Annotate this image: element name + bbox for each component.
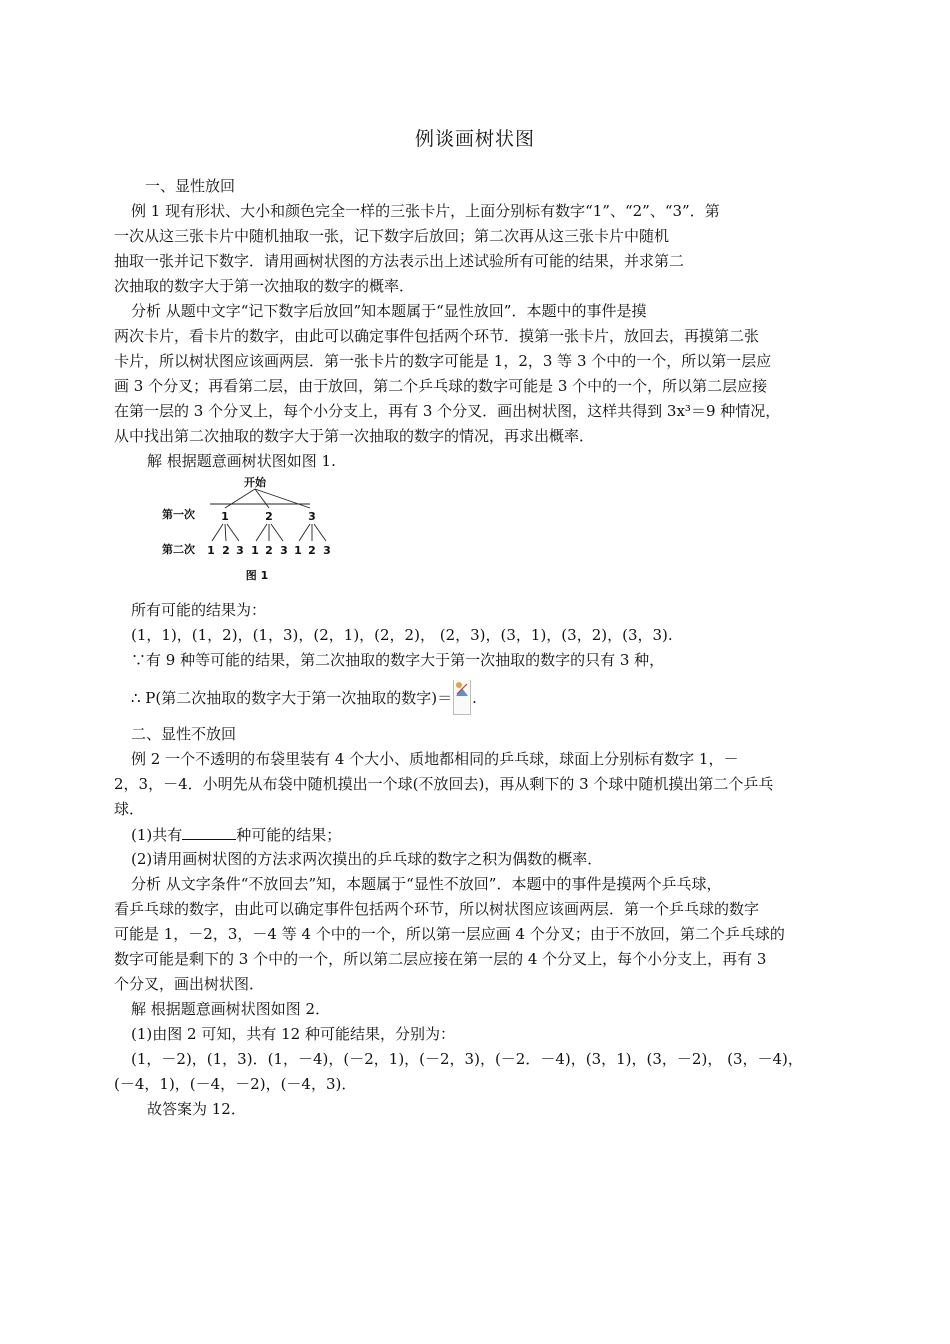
tree-branch bbox=[225, 489, 255, 508]
example2-line: 球． bbox=[114, 800, 145, 818]
tree-node-level1: 1 bbox=[221, 510, 229, 523]
tree-node-level1: 2 bbox=[265, 510, 273, 523]
section1-heading: 一、显性放回 bbox=[145, 177, 236, 195]
analysis2-line: 看乒乓球的数字，由此可以确定事件包括两个环节，所以树状图应该画两层．第一个乒乓球的数字 bbox=[114, 900, 760, 918]
results2-line: (1，－2)，(1，3)．(1，－4)，(－2，1)，(－2，3)，(－2．－4)，(3，1)，(3，－2)， (3，－4)， bbox=[131, 1050, 803, 1068]
example2-line: 例 2 一个不透明的布袋里装有 4 个大小、质地都相同的乒乓球，球面上分别标有数字 1，－ bbox=[131, 750, 739, 768]
question2: (2)请用画树状图的方法求两次摸出的乒乓球的数字之积为偶数的概率． bbox=[131, 850, 603, 868]
analysis1-line: 画 3 个分叉；再看第二层，由于放回，第二个乒乓球的数字可能是 3 个中的一个，所以第二层应接 bbox=[114, 377, 768, 395]
analysis1-line: 分析 从题中文字“记下数字后放回”知本题属于“显性放回”．本题中的事件是摸 bbox=[131, 302, 647, 320]
results-list: (1，1)，(1，2)，(1，3)，(2，1)，(2，2)， (2，3)，(3，1)，(3，2)，(3，3). bbox=[131, 626, 673, 644]
question1-suffix: 种可能的结果； bbox=[236, 826, 342, 844]
tree-diagram-figure1 bbox=[155, 472, 355, 586]
tree-node-level2: 1 bbox=[251, 544, 259, 557]
figure-caption: 图 1 bbox=[245, 569, 269, 582]
tree-branch bbox=[271, 524, 283, 541]
because-line: ∵有 9 种等可能的结果，第二次抽取的数字大于第一次抽取的数字的只有 3 种， bbox=[131, 651, 665, 669]
analysis2-line: 个分叉，画出树状图． bbox=[114, 975, 265, 993]
solution2-part1: (1)由图 2 可知，共有 12 种可能结果，分别为： bbox=[131, 1025, 455, 1043]
results2-line: (－4，1)，(－4，－2)，(－4，3)． bbox=[114, 1075, 357, 1093]
analysis1-line: 从中找出第二次抽取的数字大于第一次抽取的数字的情况，再求出概率． bbox=[114, 427, 595, 445]
example1-line: 一次从这三张卡片中随机抽取一张，记下数字后放回；第二次再从这三张卡片中随机 bbox=[114, 227, 670, 245]
analysis2-line: 数字可能是剩下的 3 个中的一个，所以第二层应接在第一层的 4 个分叉上，每个小分支上，再有 3 bbox=[114, 950, 767, 968]
broken-image-icon bbox=[454, 680, 470, 714]
example1-line: 例 1 现有形状、大小和颜色完全一样的三张卡片，上面分别标有数字“1”、“2”、“3”．第 bbox=[131, 202, 720, 220]
tree-branch bbox=[227, 524, 239, 541]
probability-end: . bbox=[472, 689, 477, 707]
answer-line: 故答案为 12． bbox=[147, 1100, 246, 1118]
tree-node-level2: 1 bbox=[294, 544, 302, 557]
tree-branch bbox=[255, 489, 310, 508]
tree-row2-label: 第二次 bbox=[162, 543, 195, 556]
analysis1-line: 卡片，所以树状图应该画两层．第一张卡片的数字可能是 1，2，3 等 3 个中的一个，所以第一层应 bbox=[114, 352, 772, 370]
question1 bbox=[131, 824, 855, 846]
question1-text: (1)共有 bbox=[131, 826, 183, 844]
tree-branch bbox=[212, 524, 223, 541]
tree-node-level2: 3 bbox=[236, 544, 244, 557]
tree-node-level2: 2 bbox=[265, 544, 273, 557]
solution1-intro: 解 根据题意画树状图如图 1. bbox=[147, 452, 336, 470]
example1-line: 次抽取的数字大于第一次抽取的数字的概率． bbox=[114, 277, 415, 295]
tree-branch bbox=[256, 524, 267, 541]
tree-node-level2: 3 bbox=[280, 544, 288, 557]
probability-line bbox=[131, 680, 855, 716]
tree-node-level2: 2 bbox=[308, 544, 316, 557]
analysis1-line: 在第一层的 3 个分叉上，每个小分支上，再有 3 个分叉．画出树状图，这样共得到 3x³＝9 种情况， bbox=[114, 402, 781, 420]
tree-row1-label: 第一次 bbox=[162, 508, 195, 521]
example2-line: 2，3，－4．小明先从布袋中随机摸出一个球(不放回去)，再从剩下的 3 个球中随机摸出第二个乒乓 bbox=[114, 775, 774, 793]
answer-blank bbox=[182, 824, 236, 840]
analysis2-line: 可能是 1，－2，3，－4 等 4 个中的一个，所以第一层应画 4 个分叉；由于不放回，第二个乒乓球的 bbox=[114, 925, 785, 943]
tree-branch bbox=[314, 524, 326, 541]
fraction-image bbox=[453, 680, 471, 715]
results-label: 所有可能的结果为： bbox=[131, 601, 267, 619]
probability-text: ∴ P(第二次抽取的数字大于第一次抽取的数字)＝ bbox=[131, 689, 453, 707]
solution2-intro: 解 根据题意画树状图如图 2． bbox=[131, 1000, 331, 1018]
analysis1-line: 两次卡片，看卡片的数字，由此可以确定事件包括两个环节．摸第一张卡片，放回去，再摸第二张 bbox=[114, 327, 760, 345]
tree-node-level2: 1 bbox=[207, 544, 215, 557]
page-title: 例谈画树状图 bbox=[414, 128, 535, 150]
tree-branch bbox=[225, 524, 226, 541]
tree-start-label: 开始 bbox=[244, 476, 266, 489]
tree-node-level2: 3 bbox=[323, 544, 331, 557]
analysis2-line: 分析 从文字条件“不放回去”知，本题属于“显性不放回”．本题中的事件是摸两个乒乓球， bbox=[131, 875, 722, 893]
tree-node-level1: 3 bbox=[308, 510, 316, 523]
tree-branch bbox=[299, 524, 310, 541]
tree-node-level2: 2 bbox=[222, 544, 230, 557]
section2-heading: 二、显性不放回 bbox=[131, 725, 237, 743]
example1-line: 抽取一张并记下数字．请用画树状图的方法表示出上述试验所有可能的结果，并求第二 bbox=[114, 252, 685, 270]
